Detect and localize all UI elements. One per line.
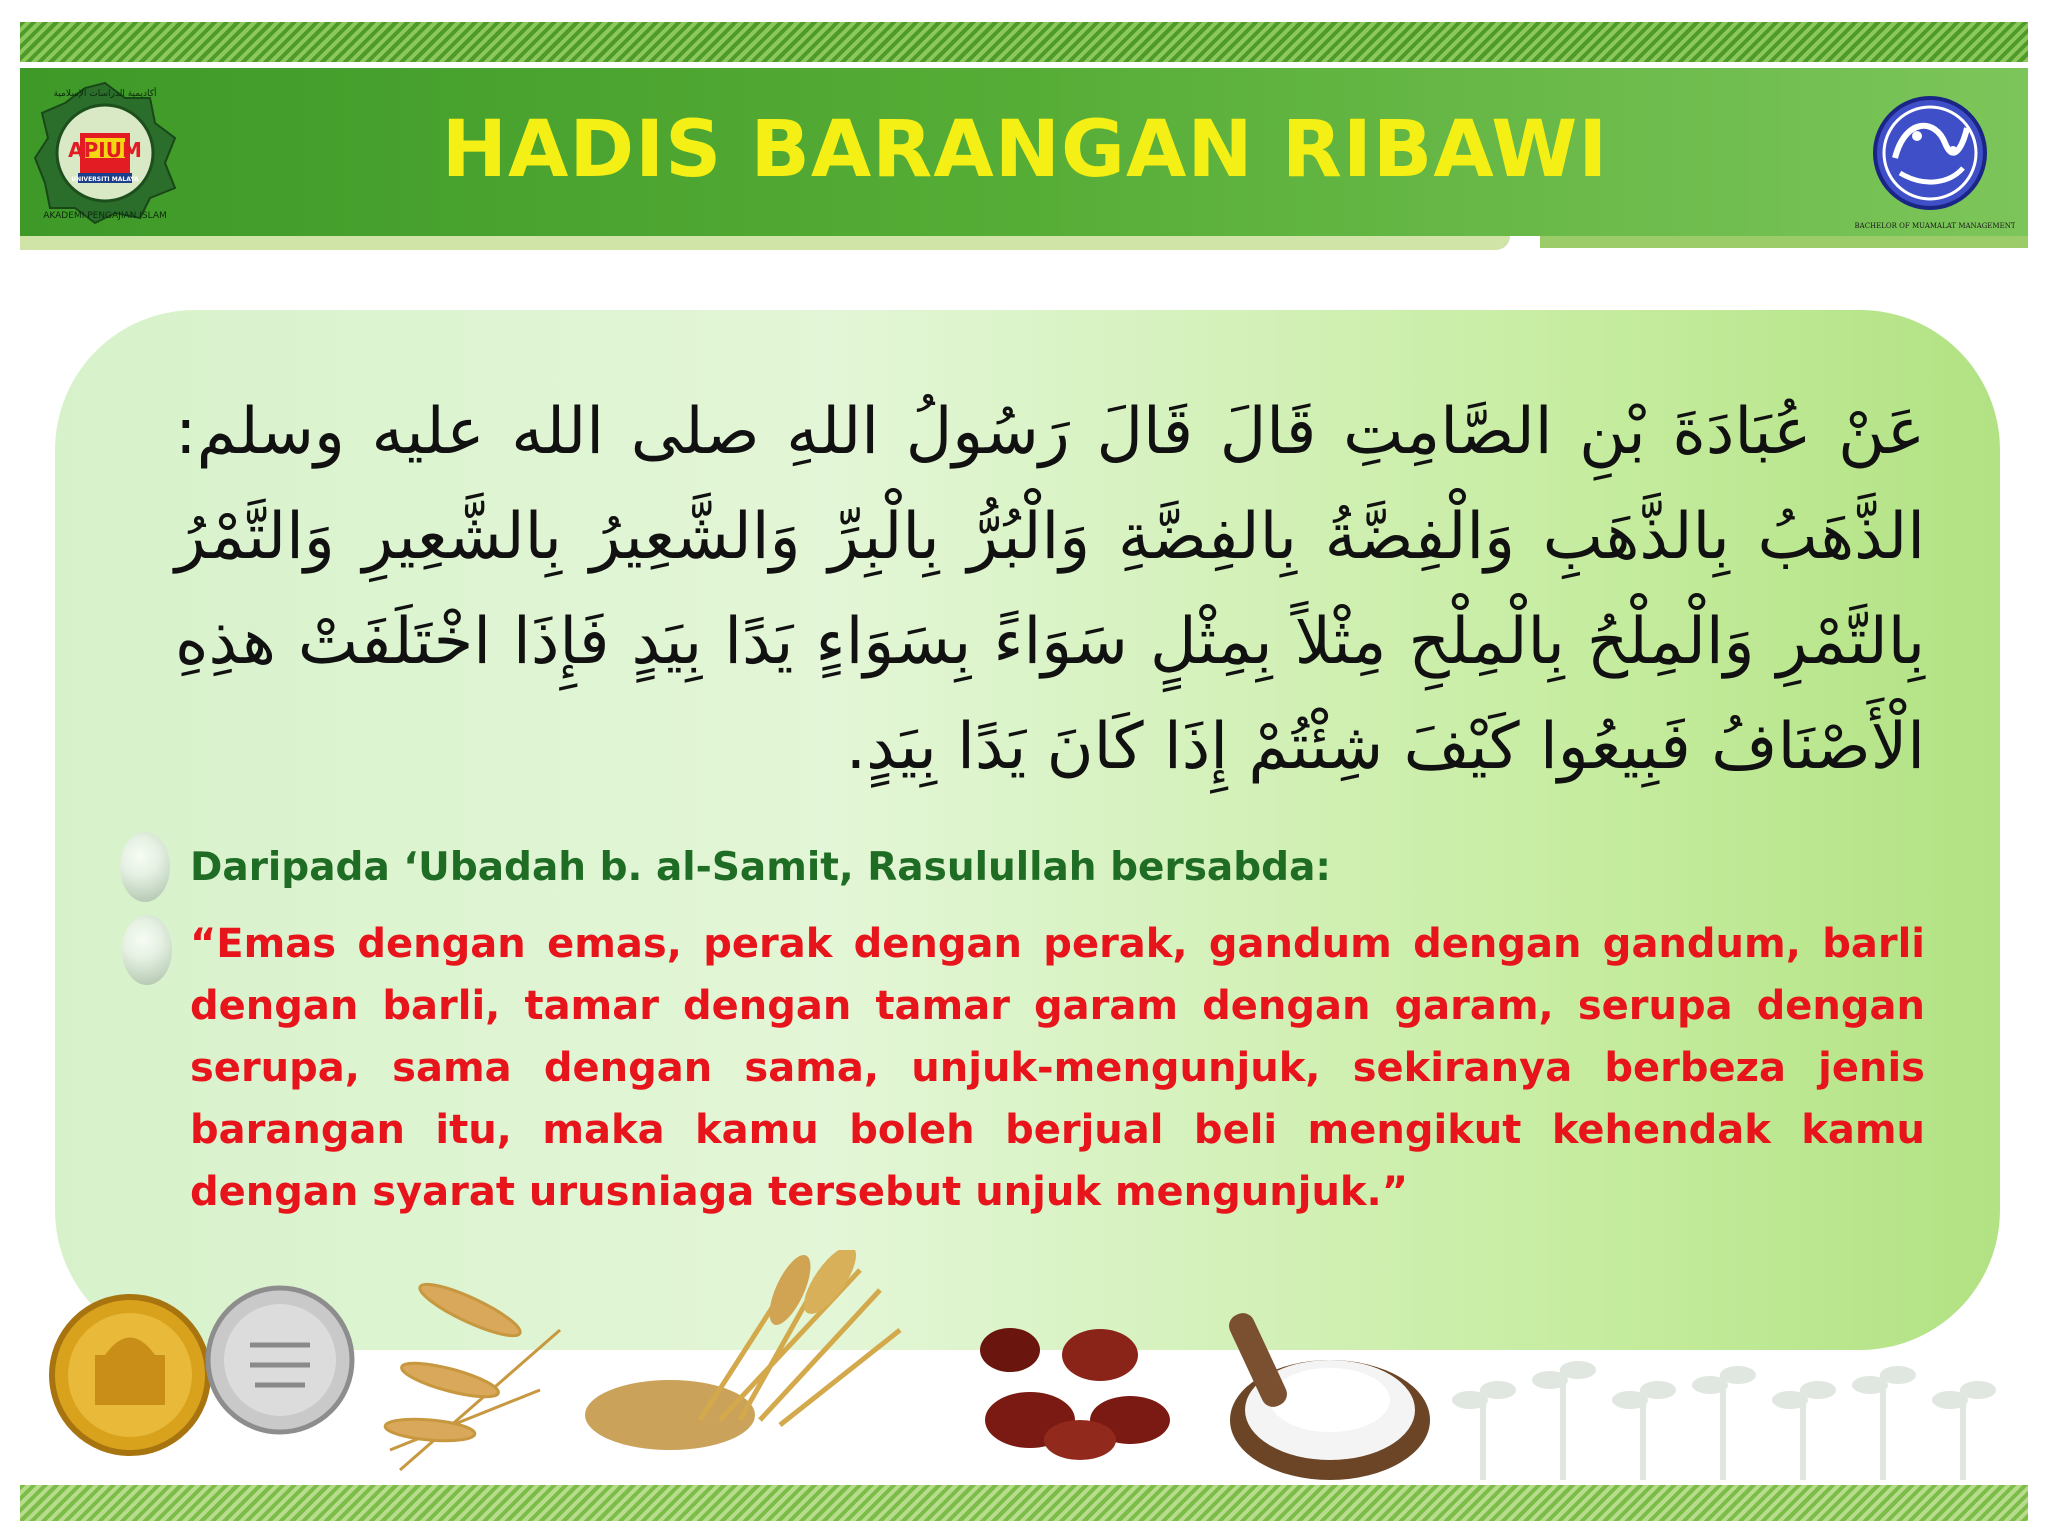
barley-icon: [585, 1250, 900, 1450]
water-drop-bullet-icon: [120, 832, 170, 902]
plant-silhouettes-icon: [1452, 1361, 1996, 1480]
gold-coin-icon: [52, 1297, 208, 1453]
universiti-malaya-apium-emblem-icon: [30, 78, 180, 228]
ribawi-items-strip: [0, 1250, 2048, 1480]
wheat-icon: [384, 1276, 560, 1470]
header-underline: [20, 236, 1510, 250]
slide-title: HADIS BARANGAN RIBAWI: [441, 105, 1609, 195]
logo-right-arc-text: BACHELOR OF MUAMALAT MANAGEMENT: [1855, 222, 2015, 230]
dates-icon: [980, 1328, 1170, 1460]
svg-text:APIUM: APIUM: [68, 138, 142, 162]
arabic-hadith-text: عَنْ عُبَادَةَ بْنِ الصَّامِتِ قَالَ قَالَ رَسُولُ اللهِ صلى الله عليه وسلم: الذَّهَبُ بِالذَّهَبِ وَالْفِضَّةُ بِالفِضَّةِ وَالْبُرُّ بِالْبِرِّ وَالشَّعِيرُ بِالشَّعِيرِ وَالتَّمْرُ بِالتَّمْرِ وَالْمِلْحُ بِالْمِلْحِ مِثْلاً بِمِثْلٍ سَوَاءً بِسَوَاءٍ يَدًا بِيَدٍ فَإِذَا اخْتَلَفَتْ هذِهِ الْأَصْنَافُ فَبِيعُوا كَيْفَ شِئْتُمْ إِذَا كَانَ يَدًا بِيَدٍ.: [175, 395, 1925, 784]
water-drop-bullet-icon: [122, 915, 172, 985]
salt-bowl-icon: [1225, 1309, 1430, 1480]
silver-coin-icon: [208, 1288, 352, 1432]
logo-left-arabic-text: أكاديمية الدراسات الإسلامية: [53, 89, 157, 99]
logo-left-inner-text: UNIVERSITI MALAYA: [71, 176, 139, 183]
logo-left-arc-text: AKADEMI PENGAJIAN ISLAM: [43, 211, 167, 221]
top-decorative-strip: [20, 22, 2028, 62]
hadith-intro: Daripada ‘Ubadah b. al-Samit, Rasulullah bersabda:: [190, 845, 1331, 890]
hadith-translation: “Emas dengan emas, perak dengan perak, gandum dengan gandum, barli dengan barli, tamar dengan tamar garam dengan garam, serupa dengan serupa, sama dengan sama, unjuk-mengunjuk, sekiranya berbeza jenis barangan itu, maka kamu boleh berjual beli mengikut kehendak kamu dengan syarat urusniaga tersebut unjuk mengunjuk.”: [190, 921, 1925, 1215]
bottom-decorative-strip: [20, 1485, 2028, 1521]
bachelor-muamalat-management-emblem-icon: [1855, 78, 2015, 238]
